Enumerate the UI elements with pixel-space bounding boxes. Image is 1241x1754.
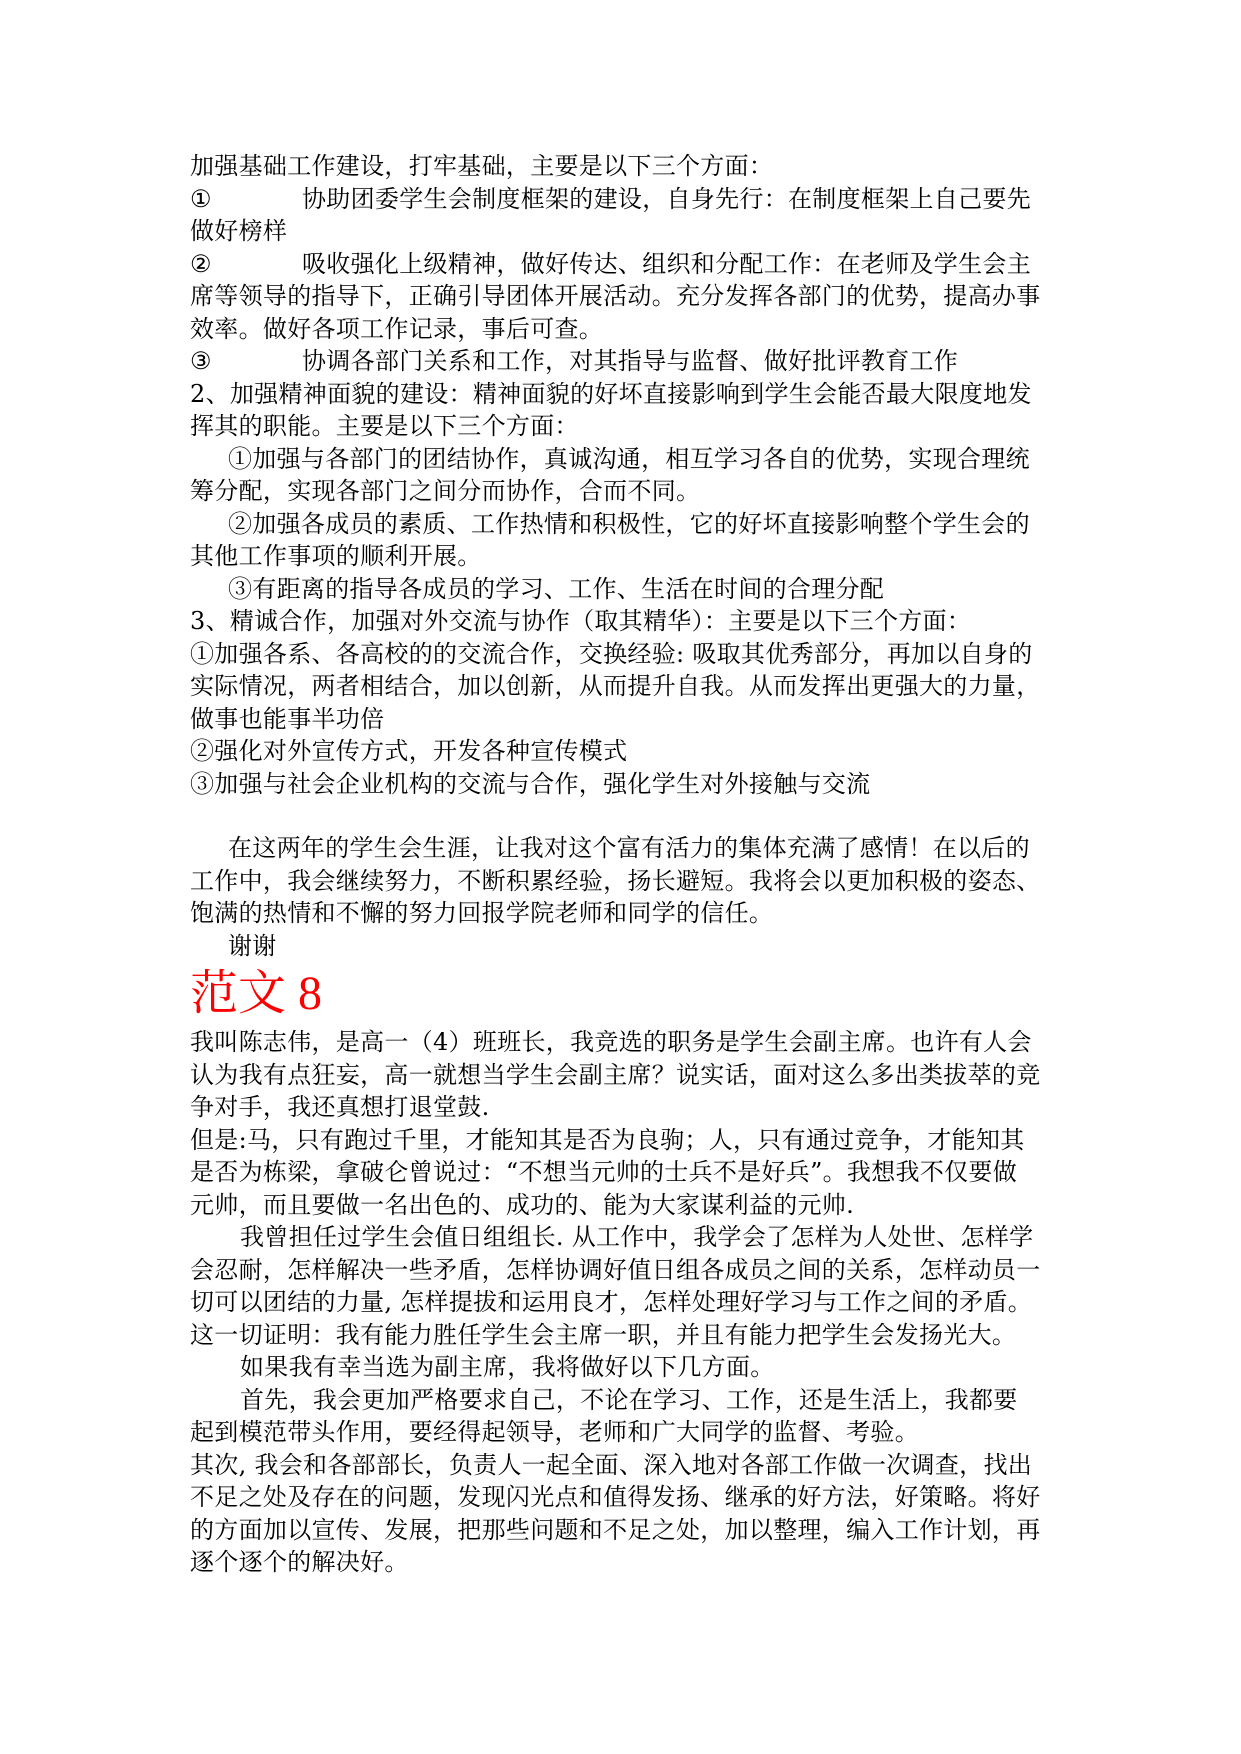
intro-line: 加强基础工作建设，打牢基础，主要是以下三个方面： [190,152,774,180]
paragraph-3: 我曾担任过学生会值日组组长. 从工作中，我学会了怎样为人处世、怎样学 [240,1223,1034,1251]
list-text: 吸收强化上级精神，做好传达、组织和分配工作：在老师及学生会主 [302,249,1031,278]
closing-paragraph-continuation: 饱满的热情和不懈的努力回报学院老师和同学的信任。 [190,899,774,927]
paragraph-5: 首先，我会更加严格要求自己，不论在学习、工作，还是生活上，我都要 [240,1385,1018,1414]
blank-line [190,800,1070,832]
paragraph-1-continuation: 争对手，我还真想打退堂鼓. [190,1093,490,1121]
section-2-point-3: ③有距离的指导各成员的学习、工作、生活在时间的合理分配 [228,574,885,603]
paragraph-6-continuation: 的方面加以宣传、发展，把那些问题和不足之处，加以整理，编入工作计划，再 [190,1515,1041,1544]
paragraph-6-continuation: 逐个逐个的解决好。 [190,1548,409,1576]
thanks-line: 谢谢 [228,931,277,960]
section-2-point-2: ②加强各成员的素质、工作热情和积极性，它的好坏直接影响整个学生会的 [228,509,1030,538]
section-3-point-1-continuation: 做事也能事半功倍 [190,704,385,733]
paragraph-3-continuation: 这一切证明：我有能力胜任学生会主席一职，并且有能力把学生会发扬光大。 [190,1320,1017,1349]
paragraph-3-continuation: 会忍耐，怎样解决一些矛盾，怎样协调好值日组各成员之间的关系，怎样动员一 [190,1255,1041,1284]
section-3-point-1-continuation: 实际情况，两者相结合，加以创新，从而提升自我。从而发挥出更强大的力量， [190,672,1041,700]
list-number: ① [190,184,212,213]
paragraph-6: 其次, 我会和各部部长，负责人一起全面、深入地对各部工作做一次调查，找出 [190,1450,1033,1479]
section-2-heading: 2、加强精神面貌的建设：精神面貌的好坏直接影响到学生会能否最大限度地发 [190,379,1032,408]
section-3-point-1: ①加强各系、各高校的的交流合作，交换经验: 吸取其优秀部分，再加以自身的 [190,639,1033,668]
closing-paragraph-continuation: 工作中，我会继续努力，不断积累经验，扬长避短。我将会以更加积极的姿态、 [190,866,1041,895]
list-item-2-continuation: 席等领导的指导下，正确引导团体开展活动。充分发挥各部门的优势，提高办事 [190,282,1041,310]
list-text: 协助团委学生会制度框架的建设，自身先行：在制度框架上自己要先 [302,184,1031,213]
section-2-point-1: ①加强与各部门的团结协作，真诚沟通，相互学习各自的优势，实现合理统 [228,444,1030,473]
document-page [190,150,1070,1579]
section-2-point-1-continuation: 筹分配，实现各部门之间分而协作，合而不同。 [190,477,701,505]
closing-paragraph: 在这两年的学生会生涯，让我对这个富有活力的集体充满了感情！在以后的 [228,834,1030,862]
paragraph-2-continuation: 是否为栋梁，拿破仑曾说过：“不想当元帅的士兵不是好兵”。我想我不仅要做 [190,1158,1018,1186]
section-title: 范文 8 [190,967,323,1020]
paragraph-3-continuation: 切可以团结的力量, 怎样提拔和运用良才，怎样处理好学习与工作之间的矛盾。 [190,1288,1033,1316]
section-2-heading-continuation: 挥其的职能。主要是以下三个方面： [190,412,579,440]
section-2-point-2-continuation: 其他工作事项的顺利开展。 [190,542,482,570]
list-item-1 [190,183,1070,216]
list-number: ③ [190,347,212,375]
paragraph-5-continuation: 起到模范带头作用，要经得起领导，老师和广大同学的监督、考验。 [190,1418,919,1446]
list-item-3 [190,345,1070,378]
list-number: ② [190,249,212,278]
paragraph-6-continuation: 不足之处及存在的问题，发现闪光点和值得发扬、继承的好方法，好策略。将好 [190,1483,1041,1511]
section-3-heading: 3、精诚合作，加强对外交流与协作（取其精华）：主要是以下三个方面： [190,607,972,635]
paragraph-1: 我叫陈志伟，是高一（4）班班长，我竞选的职务是学生会副主席。也许有人会 [190,1028,1032,1056]
list-item-2-continuation: 效率。做好各项工作记录，事后可查。 [190,314,604,343]
paragraph-4: 如果我有幸当选为副主席，我将做好以下几方面。 [240,1353,775,1381]
list-item-1-continuation: 做好榜样 [190,217,288,245]
list-text: 协调各部门关系和工作，对其指导与监督、做好批评教育工作 [302,347,959,375]
list-item-2 [190,248,1070,281]
section-3-point-2: ②强化对外宣传方式，开发各种宣传模式 [190,737,628,765]
paragraph-2-continuation: 元帅，而且要做一名出色的、成功的、能为大家谋利益的元帅. [190,1190,855,1219]
paragraph-2: 但是:马，只有跑过千里，才能知其是否为良驹；人，只有通过竞争，才能知其 [190,1125,1025,1154]
section-3-point-3: ③加强与社会企业机构的交流与合作，强化学生对外接触与交流 [190,769,871,798]
paragraph-1-continuation: 认为我有点狂妄，高一就想当学生会副主席？说实话，面对这么多出类拔萃的竞 [190,1060,1041,1089]
